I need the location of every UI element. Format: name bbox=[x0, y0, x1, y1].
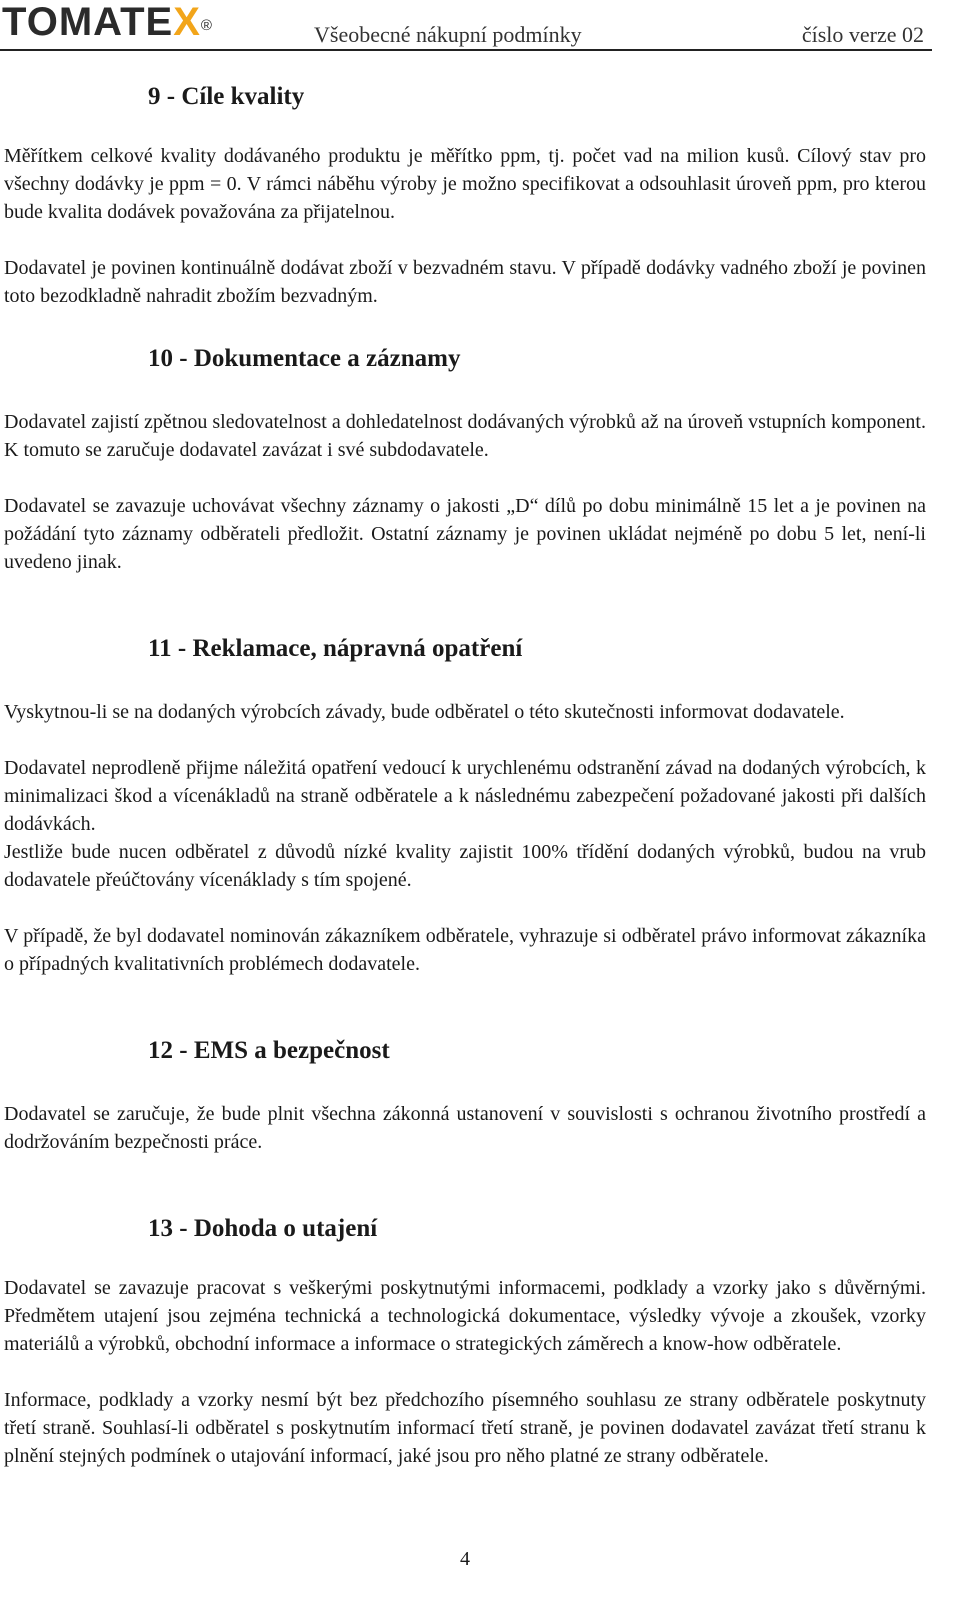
header-divider bbox=[0, 49, 932, 51]
paragraph: Měřítkem celkové kvality dodávaného produktu je měřítko ppm, tj. počet vad na milion kusů. Cílový stav pro všechny dodávky je ppm = 0. V rámci náběhu výroby je možno specifikovat a odsouhlasit úroveň ppm, pro kterou bude kvalita dodávek považována za přijatelnou. bbox=[4, 145, 926, 223]
page-number: 4 bbox=[460, 1548, 470, 1570]
paragraph: Dodavatel se zavazuje pracovat s veškerými poskytnutými informacemi, podklady a vzorky jako s důvěrnými. Předmětem utajení jsou zejména technická a technologická dokumentace, výsledky vývoje a zkoušek, vzorky materiálů a výrobků, obchodní informace a informace o strategických záměrech a know-how odběratele. bbox=[4, 1277, 926, 1355]
section-heading: 9 - Cíle kvality bbox=[148, 83, 305, 110]
paragraph: Jestliže bude nucen odběratel z důvodů nízké kvality zajistit 100% třídění dodaných výrobků, budou na vrub dodavatele přeúčtovány vícenáklady s tím spojené. bbox=[4, 841, 926, 891]
paragraph: Dodavatel zajistí zpětnou sledovatelnost a dohledatelnost dodávaných výrobků až na úroveň vstupních komponent. K tomuto se zaručuje dodavatel zavázat i své subdodavatele. bbox=[4, 411, 926, 461]
paragraph: Dodavatel neprodleně přijme náležitá opatření vedoucí k urychlenému odstranění závad na dodaných výrobcích, k minimalizaci škod a vícenákladů na straně odběratele a k následnému zabezpečení požadované jakosti při dalších dodávkách. bbox=[4, 757, 926, 835]
version-number: číslo verze 02 bbox=[801, 22, 924, 47]
document-title: Všeobecné nákupní podmínky bbox=[314, 22, 582, 47]
section-heading: 12 - EMS a bezpečnost bbox=[148, 1037, 390, 1064]
section-heading: 11 - Reklamace, nápravná opatření bbox=[148, 635, 523, 662]
paragraph: Dodavatel se zaručuje, že bude plnit všechna zákonná ustanovení v souvislosti s ochranou životního prostředí a dodržováním bezpečnosti práce. bbox=[4, 1103, 926, 1153]
section-heading: 13 - Dohoda o utajení bbox=[148, 1215, 378, 1242]
paragraph: Informace, podklady a vzorky nesmí být bez předchozího písemného souhlasu ze strany odběratele poskytnuty třetí straně. Souhlasí-li odběratel s poskytnutím informací třetí straně, je povinen dodavatel zavázat třetí stranu k plnění stejných podmínek o utajování informací, jaké jsou pro něho platné ze strany odběratele. bbox=[4, 1389, 926, 1467]
tomatex-logo: TOMATEX® bbox=[2, 0, 213, 44]
paragraph: Dodavatel se zavazuje uchovávat všechny záznamy o jakosti „D“ dílů po dobu minimálně 15 let a je povinen na požádání tyto záznamy odběrateli předložit. Ostatní záznamy je povinen ukládat nejméně po dobu 5 let, není-li uvedeno jinak. bbox=[4, 495, 926, 573]
section-heading: 10 - Dokumentace a záznamy bbox=[148, 345, 461, 372]
paragraph: Vyskytnou-li se na dodaných výrobcích závady, bude odběratel o této skutečnosti informovat dodavatele. bbox=[4, 701, 845, 723]
paragraph: V případě, že byl dodavatel nominován zákazníkem odběratele, vyhrazuje si odběratel právo informovat zákazníka o případných kvalitativních problémech dodavatele. bbox=[4, 925, 926, 975]
page-header bbox=[0, 0, 932, 52]
paragraph: Dodavatel je povinen kontinuálně dodávat zboží v bezvadném stavu. V případě dodávky vadného zboží je povinen toto bezodkladně nahradit zbožím bezvadným. bbox=[4, 257, 926, 307]
